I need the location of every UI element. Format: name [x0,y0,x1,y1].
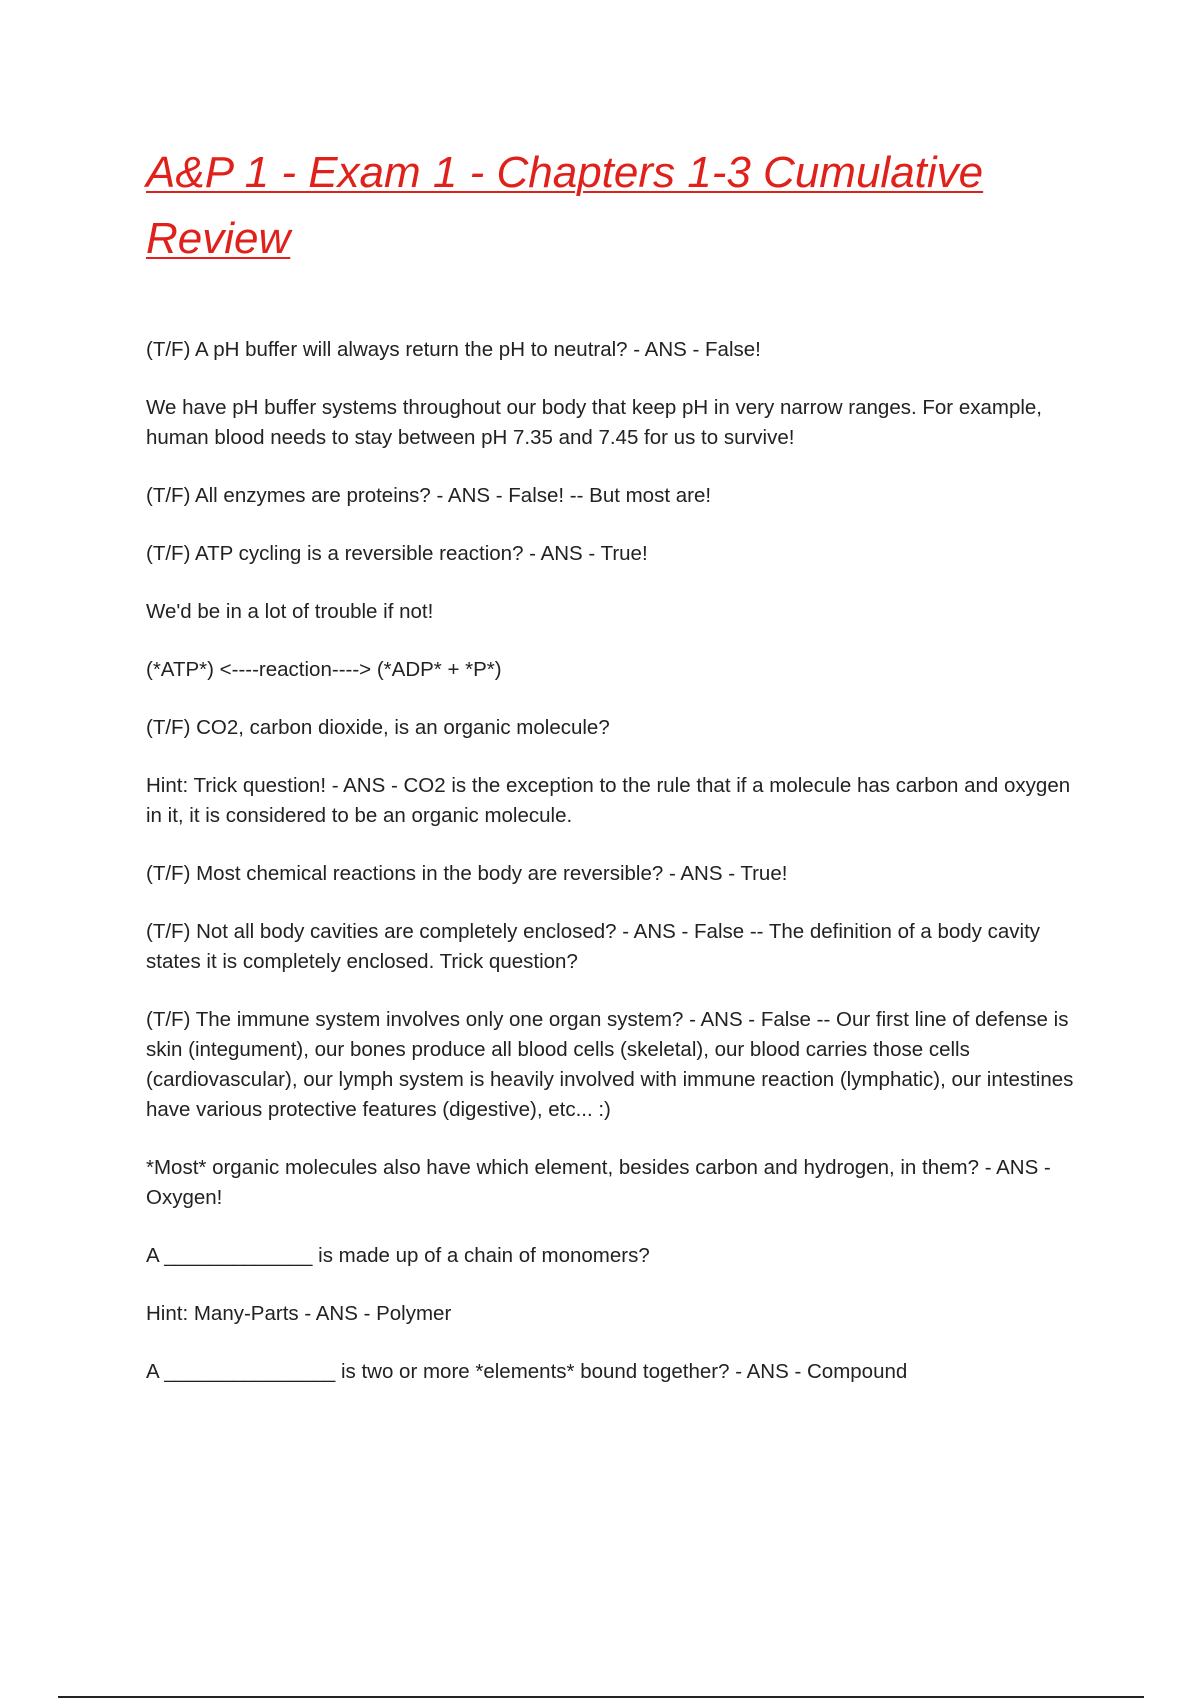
paragraph-co2-hint: Hint: Trick question! - ANS - CO2 is the exception to the rule that if a molecule has carbon and oxygen in it, it is considered to be an organic molecule. [146,774,1071,827]
paragraph-immune-system-question: (T/F) The immune system involves only one organ system? - ANS - False -- Our first line of defense is skin (integument), our bones produce all blood cells (skeletal), our blood carries those cells (cardiovascular), our lymph system is heavily involved with immune reaction (lymphatic), our intestines have various protective features (digestive), etc... :) [146,1008,1074,1121]
paragraph-compound-fill-in: A _______________ is two or more *elements* bound together? - ANS - Compound [146,1360,908,1383]
paragraph-enzymes-question: (T/F) All enzymes are proteins? - ANS - False! -- But most are! [146,484,712,507]
document-title: A&P 1 - Exam 1 - Chapters 1-3 Cumulative Review [146,148,984,263]
paragraph-co2-question: (T/F) CO2, carbon dioxide, is an organic molecule? [146,716,610,739]
paragraph-atp-reaction: (*ATP*) <----reaction----> (*ADP* + *P*) [146,658,502,681]
page-bottom-divider [58,1696,1144,1698]
paragraph-reversible-reactions-question: (T/F) Most chemical reactions in the body are reversible? - ANS - True! [146,862,788,885]
paragraph-organic-molecules-question: *Most* organic molecules also have which element, besides carbon and hydrogen, in them? - ANS - Oxygen! [146,1156,1051,1209]
paragraph-ph-buffer-explanation: We have pH buffer systems throughout our body that keep pH in very narrow ranges. For example, human blood needs to stay between pH 7.35 and 7.45 for us to survive! [146,396,1043,449]
paragraph-polymer-hint: Hint: Many-Parts - ANS - Polymer [146,1302,452,1325]
paragraph-ph-buffer-question: (T/F) A pH buffer will always return the pH to neutral? - ANS - False! [146,338,761,361]
paragraph-body-cavities-question: (T/F) Not all body cavities are completely enclosed? - ANS - False -- The definition of a body cavity states it is completely enclosed. Trick question? [146,920,1041,973]
paragraph-polymer-fill-in: A _____________ is made up of a chain of monomers? [146,1244,650,1267]
document-body [146,335,1086,1415]
paragraph-atp-cycling-question: (T/F) ATP cycling is a reversible reaction? - ANS - True! [146,542,648,565]
paragraph-atp-trouble-note: We'd be in a lot of trouble if not! [146,600,434,623]
